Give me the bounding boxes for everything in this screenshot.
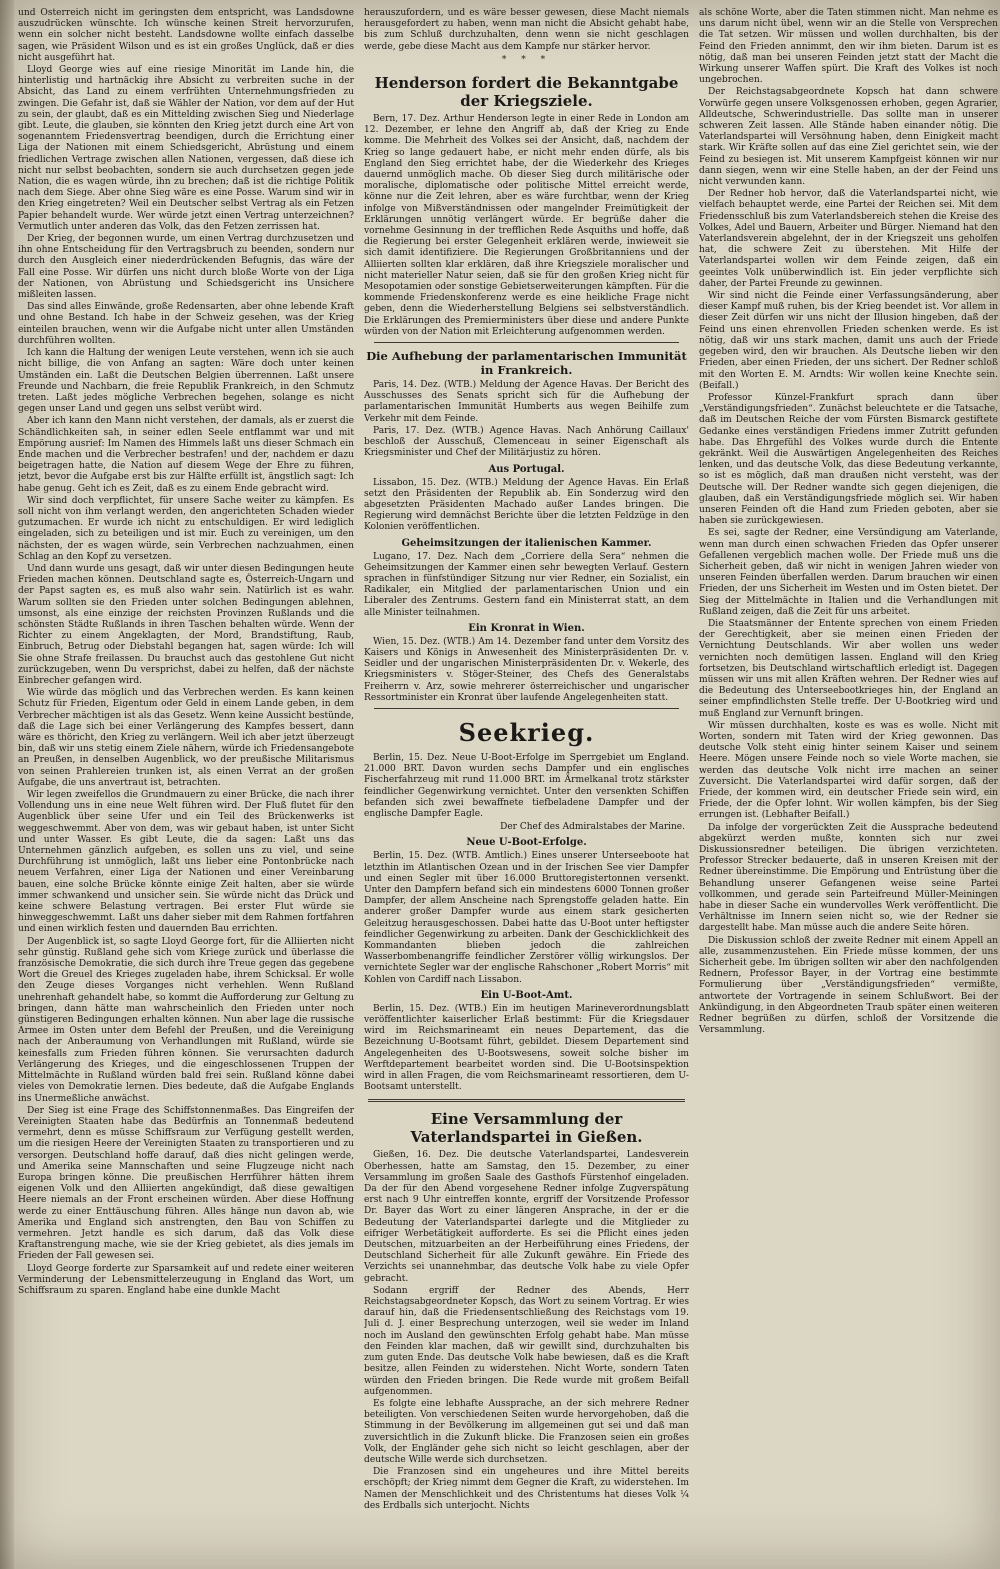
paragraph: Wir sind doch verpflichtet, für unsere Sache weiter zu kämpfen. Es soll nicht von ihm verlangt werden, den angerichteten Schaden wieder gutzumachen. Er wurde ich nicht zu entschuldigen. Er wird lediglich eingeladen, sich zu beteiligen und ist mir. Euch zu vereinigen, um den nächsten, der es wagen würde, sein Verbrechen nachzuahmen, einen Schlag an den Kopf zu versetzen. xyxy=(18,495,354,562)
paragraph: Der Sieg ist eine Frage des Schiffstonnenmaßes. Das Eingreifen der Vereinigten Staaten habe das Bedürfnis an Tonnenmaß bedeutend vermehrt, denn es müsse Schiffsraum zur Verfügung gestellt werden, um die riesigen Heere der Vereinigten Staaten zu transportieren und zu versorgen. Deutschland hoffe darauf, daß dies nicht gelingen werde, und Amerika seine Mannschaften und seine Flugzeuge nicht nach Europa bringen könne. Die preußischen Herrführer hätten ihrem eigenen Volk und den Alliierten angekündigt, daß diese gewaltigen Heere niemals an der Front erscheinen würden. Aber diese Hoffnung werde zu einer Enttäuschung führen. Alles hänge nun davon ab, wie Amerika und England sich anstrengten, den Bau von Schiffen zu vermehren. Jetzt handle es sich darum, daß das Volk diese Kraftanstrengung mache, wie sie der Krieg gebietet, als dies jemals im Frieden der Fall gewesen sei. xyxy=(18,1105,354,1262)
paragraph: Aber ich kann den Mann nicht verstehen, der damals, als er zuerst die Schändlichkeiten sah, in seiner edlen Seele entflammt war und mit Empörung ausrief: Im Namen des Himmels laßt uns dieser Schmach ein Ende machen und die Verbrecher bestrafen! und der, nachdem er dazu beigetragen hatte, die Nation auf diesem Wege der Ehre zu führen, jetzt, bevor die Aufgabe erst bis zur Hälfte erfüllt ist, ängstlich sagt: Ich habe genug. Geht ich es Zeit, daß es zu einem Ende gebracht wird. xyxy=(18,416,354,494)
divider xyxy=(374,342,679,343)
paragraph: Lissabon, 15. Dez. (WTB.) Meldung der Agence Havas. Ein Erlaß setzt den Präsidenten der Republik ab. Ein Sonderzug wird den abgesetzten Präsidenten Machado außer Landes bringen. Die Regierung wird demnächst Berichte über die letzten Feldzüge in den Kolonien veröffentlichen. xyxy=(364,477,689,533)
paragraph: Wie würde das möglich und das Verbrechen werden. Es kann keinen Schutz für Frieden, Eigentum oder Geld in einem Lande geben, in dem Verbrecher mächtigen ist als das Gesetz. Wenn keine Aussicht bestünde, daß die Lage sich bei einer Verlängerung des Kampfes bessert, dann wäre es thöricht, den Krieg zu verlängern. Weil ich aber jetzt überzeugt bin, daß wir uns stetig einem Ziele nähern, würde ich Friedensangebote an Preußen, in denselben Augenblick, wo der preußische Militarismus von seinen Prahlereien trunken ist, als einen Verrat an der großen Aufgabe, die uns anvertraut ist, betrachten. xyxy=(18,688,354,788)
paragraph: Paris, 14. Dez. (WTB.) Meldung der Agence Havas. Der Bericht des Ausschusses des Senats spricht sich für die Aufhebung der parlamentarischen Immunität Humberts aus wegen Beihilfe zum Verkehr mit dem Feinde. xyxy=(364,380,689,424)
paragraph: Es folgte eine lebhafte Aussprache, an der sich mehrere Redner beteiligten. Von verschiedenen Seiten wurde hervorgehoben, daß die Stimmung in der Bevölkerung im allgemeinen gut sei und daß man zuversichtlich in die Zukunft blicke. Die Franzosen seien ein großes Volk, der Engländer gehe sich nicht so leicht geschlagen, aber der deutsche Wille werde sich durchsetzen. xyxy=(364,1398,689,1465)
article-headline: Henderson fordert die Bekanntgabe der Kriegsziele. xyxy=(374,74,679,111)
paragraph: Sodann ergriff der Redner des Abends, Herr Reichstagsabgeordneter Kopsch, das Wort zu seinem Vortrag. Er wies darauf hin, daß die Friedensentschließung des Reichstags vom 19. Juli d. J. einer Besprechung unterzogen, weil sie weder im Inland noch im Ausland den gewünschten Erfolg gehabt habe. Man müsse den Feinden klar machen, daß wir gewillt sind, durchzuhalten bis zum guten Ende. Das deutsche Volk habe bewiesen, daß es die Kraft besitze, allen Feinden zu widerstehen. Nicht Worte, sondern Taten würden den Frieden bringen. Die Rede wurde mit großem Beifall aufgenommen. xyxy=(364,1285,689,1397)
paragraph: Die Franzosen sind ein ungeheures und ihre Mittel bereits erschöpft; der Krieg nimmt dem Gegner die Kraft, zu widerstehen. Im Namen der Menschlichkeit und des Christentums hat dieses Volk ¼ des Erdballs sich unterjocht. Nichts xyxy=(364,1467,689,1511)
column-3 xyxy=(699,8,998,1563)
paragraph: Wir sind nicht die Feinde einer Verfassungsänderung, aber dieser Kampf muß ruhen, bis der Krieg beendet ist. Vor allem in dieser Zeit dürfen wir uns nicht der Illusion hingeben, daß der Feind uns einen ehrenvollen Frieden schenken werde. Es ist nötig, daß wir uns stark machen, damit uns auch der Friede gegeben wird, den wir brauchen. Als Deutsche lieben wir den Frieden, aber einen Frieden, der uns sichert. Der Redner schloß mit den Worten E. M. Arndts: Wir wollen keine Knechte sein. (Beifall.) xyxy=(699,291,998,391)
paragraph: Berlin, 15. Dez. (WTB. Amtlich.) Eines unserer Unterseeboote hat letzthin im Atlantischen Ozean und in der Irischen See vier Dampfer und einen Segler mit über 16.000 Bruttoregistertonnen versenkt. Unter den Dampfern befand sich ein mindestens 6000 Tonnen großer Dampfer, der allem Anscheine nach Sprengstoffe geladen hatte. Ein anderer großer Dampfer wurde aus einem stark gesicherten Geleitzug herausgeschossen. Dabei hatte das U-Boot unter heftigster feindlicher Gegenwirkung zu arbeiten. Dank der Geschicklichkeit des Kommandanten blieben jedoch die zahlreichen Wasserbombenangriffe feindlicher Zerstörer völlig wirkungslos. Der vernichtete Segler war der englische Rahschoner „Robert Morris“ mit Kohlen von Cardiff nach Lissabon. xyxy=(364,851,689,985)
paragraph: Lloyd George wies auf eine riesige Minorität im Lande hin, die hinterlistig und hartnäckig ihre Absicht zu verbreiten suche in der Absicht, das Land zu einem verfrühten Unternehmungsfrieden zu zwingen. Die Gefahr ist, daß sie Wähler der Nation, vor dem auf der Hut zu sein, der glaubt, daß es ein Mittelding zwischen Sieg und Niederlage gibt. Leute, die glauben, sie könnten den Krieg jetzt durch eine Art von sogenanntem Friedensvertrag beendigen, durch die Errichtung einer Liga der Nationen mit einem Schiedsgericht, Abrüstung und einem friedlichen Vertrage zwischen allen Nationen, vergessen, daß diese ich nicht nur selbst beobachten, sondern sie auch durchsetzen gegen jede Nation, die es wagen würde, ihn zu brechen; daß ist die richtige Politik nach dem Siege. Aber ohne Sieg wäre es eine Posse. Warum sind wir in den Krieg eingetreten? Weil ein Deutscher selbst Vertrag als ein Fetzen Papier behandelt wurde. Wer würde jetzt einen Vertrag unterzeichnen? Vermutlich unter anderen das Volk, das den Fetzen zerrissen hat. xyxy=(18,65,354,232)
paragraph: und Österreich nicht im geringsten dem entspricht, was Landsdowne auszudrücken wünschte. Ich wünsche keinen Streit hervorzurufen, wenn ein solcher nicht besteht. Landsdowne wollte einfach dasselbe sagen, wie Präsident Wilson und es ist ein großes Unglück, daß er dies nicht ausgeführt hat. xyxy=(18,8,354,63)
paragraph: Das sind alles Einwände, große Redensarten, aber ohne lebende Kraft und ohne Bestand. Ich habe in der Schweiz gesehen, was der Krieg einteilen brauchen, wenn wir die Aufgabe nicht unter allen Umständen durchführen wollten. xyxy=(18,302,354,346)
paragraph: Da infolge der vorgerückten Zeit die Aussprache bedeutend abgekürzt werden mußte, konnten sich nur zwei Diskussionsredner beteiligen. Die übrigen verzichteten. Professor Strecker bedauerte, daß in unseren Kreisen mit der Redner übereinstimme. Die Empörung und Entrüstung über die Behandlung unserer Gefangenen weise seine Partei vollkommen, und gerade sein Parteifreund Müller-Meiningen habe in dieser Sache ein wundervolles Werk veröffentlicht. Die Verhältnisse im Innern seien nicht so, wie der Redner sie dargestellt habe. Man müsse auch die andere Seite hören. xyxy=(699,822,998,934)
section-headline: Seekrieg. xyxy=(458,717,595,747)
article-subheadline: Ein U-Boot-Amt. xyxy=(480,989,573,1001)
article-subheadline: Ein Kronrat in Wien. xyxy=(468,622,585,634)
divider xyxy=(368,1099,685,1102)
paragraph: Und dann wurde uns gesagt, daß wir unter diesen Bedingungen heute Frieden machen können. Deutschland sagte es, Österreich-Ungarn und der Papst sagten es, es muß also wahr sein. Natürlich ist es wahr. Warum sollten sie den Frieden unter solchen Bedingungen ablehnen, umsonst, als eine einzige der reichsten Provinzen Rußlands und die schönsten Städte Rußlands in ihren Taschen behalten würde. Wenn der Richter zu einem Angeklagten, der Mord, Brandstiftung, Raub, Einbruch, Betrug oder Diebstahl begangen hat, sagen würde: Ich will Sie ohne Strafe freilassen. Du brauchst auch das gestohlene Gut nicht zurückzugeben, wenn Du versprichst, dabei zu helfen, daß der nächste Einbrecher gefangen wird. xyxy=(18,563,354,686)
column-2 xyxy=(364,8,689,1563)
paragraph: Berlin, 15. Dez. (WTB.) Ein im heutigen Marineverordnungsblatt veröffentlichter kaiserlicher Erlaß bestimmt: Für die Kriegsdauer wird im Reichsmarineamt ein neues Departement, das die Bezeichnung U-Bootsamt führt, gebildet. Diesem Departement sind Angelegenheiten des U-Bootswesens, soweit solche bisher im Werftdepartement bearbeitet worden sind. Die U-Bootsinspektion wird in allen Fragen, die vom Reichsmarineamt ressortieren, dem U-Bootsamt unterstellt. xyxy=(364,1003,689,1093)
paragraph: Paris, 17. Dez. (WTB.) Agence Havas. Nach Anhörung Caillaux' beschloß der Ausschuß, Clemenceau in seiner Eigenschaft als Kriegsminister und Chef der Militärjustiz zu hören. xyxy=(364,425,689,459)
paragraph: Gießen, 16. Dez. Die deutsche Vaterlandspartei, Landesverein Oberhessen, hatte am Samstag, den 15. Dezember, zu einer Versammlung im großen Saale des Gasthofs Fürstenhof eingeladen. Da der für den Abend vorgesehene Redner infolge Zugverspätung erst nach 9 Uhr eintreffen konnte, ergriff der Vorsitzende Professor Dr. Bayer das Wort zu einer längeren Ansprache, in der er die Bedeutung der Vaterlandspartei darlegte und die Mitglieder zu eifriger Werbetätigkeit aufforderte. Es sei die Pflicht eines jeden Deutschen, mitzuarbeiten an der Herbeiführung eines Friedens, der Deutschland Sicherheit für alle Zukunft gewähre. Ein Friede des Verzichts sei unannehmbar, das deutsche Volk habe zu viele Opfer gebracht. xyxy=(364,1150,689,1284)
paragraph: Professor Künzel-Frankfurt sprach dann über „Verständigungsfrieden“. Zunächst beleuchtete er die Tatsache, daß im Deutschen Reiche der vom Fürsten Bismarck gestiftete Gedanke eines verständigen Friedens immer Zutritt gefunden habe. Das Ehrgefühl des Volkes wurde durch die Entente gekränkt. Weil die Auswärtigen Angelegenheiten des Reiches lenken, und das deutsche Volk, das diese Bedeutung verkannte, so ist es möglich, daß man draußen nicht versteht, was der Deutsche will. Der Redner wandte sich gegen diejenigen, die glauben, daß ein Verständigungsfriede möglich sei. Wir haben unseren Feinden oft die Hand zum Frieden geboten, aber sie haben sie zurückgewiesen. xyxy=(699,392,998,527)
page-fold-shadow xyxy=(0,0,14,1569)
paragraph: Der Reichstagsabgeordnete Kopsch hat dann schwere Vorwürfe gegen unsere Volksgenossen erhoben, gegen Agrarier, Alldeutsche, Schwerindustrielle. Das sollte man in unserer schweren Zeit lassen. Alle Stände haben einander nötig. Die Vaterlandspartei will Versöhnung haben, denn Einigkeit macht stark. Wir Kräfte sollen auf das eine Ziel gerichtet sein, wie der Feind zu besiegen ist. Mit unserem Kampfgeist können wir nur dann siegen, wenn wir eine Stelle haben, an der der Feind uns nicht verwunden kann. xyxy=(699,87,998,188)
paragraph: Lugano, 17. Dez. Nach dem „Corriere della Sera“ nehmen die Geheimsitzungen der Kammer einen sehr bewegten Verlauf. Gestern sprachen in fünfstündiger Sitzung nur vier Redner, ein Sozialist, ein Radikaler, ein Mitglied der parlamentarischen Union und ein Liberaler des Zentrums. Gestern fand ein Ministerrat statt, an dem alle Minister teilnahmen. xyxy=(364,551,689,618)
paragraph: Wir legen zweifellos die Grundmauern zu einer Brücke, die nach ihrer Vollendung uns in eine neue Welt führen wird. Der Fluß flutet für den Augenblick über seine Ufer und ein Teil des Brückenwerks ist weggeschwemmt. Aber von dem, was wir gebaut haben, ist unter Sicht und unter Wasser. Es gibt Leute, die da sagen: Laßt uns das Unternehmen gänzlich aufgeben, es sollen uns zu viel, und seine Durchführung ist unmöglich, laßt uns lieber eine Pontonbrücke nach neuem Verfahren, einer Liga der Nationen und einer Vereinbarung bauen, eine solche Brücke könnte einige Zeit halten, aber sie würde immer schwankend und unsicher sein. Sie würde nicht das Drück und keine schwere Belastung vertragen. Bei erster Flut würde sie hinweggeschwemmt. Laßt uns daher sieber mit dem Rahmen fortfahren und einen wirklich festen und dauernden Bau errichten. xyxy=(18,790,354,935)
paragraph: Berlin, 15. Dez. Neue U-Boot-Erfolge im Sperrgebiet um England. 21.000 BRT. Davon wurden sechs Dampfer und ein englisches Fischerfahrzeug mit rund 11.000 BRT. im Ärmelkanal trotz stärkster feindlicher Gegenwirkung vernichtet. Unter den versenkten Schiffen befanden sich zwei bewaffnete tiefbeladene Dampfer und der englische Dampfer Eagle. xyxy=(364,752,689,819)
paragraph: Wir müssen durchhalten, koste es was es wolle. Nicht mit Worten, sondern mit Taten wird der Krieg gewonnen. Das deutsche Volk steht einig hinter seinem Kaiser und seinem Heere. Mögen unsere Feinde noch so viele Worte machen, sie werden das deutsche Volk nicht irre machen an seiner Zuversicht. Die Vaterlandspartei wird dafür sorgen, daß der Friede, der kommen wird, ein deutscher Friede sein wird, ein Friede, der die Opfer lohnt. Wir wollen kämpfen, bis der Sieg errungen ist. (Lebhafter Beifall.) xyxy=(699,720,998,821)
paragraph: Lloyd George forderte zur Sparsamkeit auf und redete einer weiteren Verminderung der Lebensmittelerzeugung in England das Wort, um Schiffsraum zu sparen. England habe eine dunkle Macht xyxy=(18,1263,354,1296)
paragraph: Wien, 15. Dez. (WTB.) Am 14. Dezember fand unter dem Vorsitz des Kaisers und Königs in Anwesenheit des Ministerpräsidenten Dr. v. Seidler und der ungarischen Ministerpräsidenten Dr. v. Wekerle, des Kriegsministers v. Stöger-Steiner, des Chefs des Generalstabs Freiherrn v. Arz, sowie mehrerer österreichischer und ungarischer Ressortminister ein Kronrat über laufende Angelegenheiten statt. xyxy=(364,636,689,703)
column-grid xyxy=(18,8,998,1563)
divider xyxy=(374,708,679,709)
paragraph: Es sei, sagte der Redner, eine Versündigung am Vaterlande, wenn man durch einen schwachen Frieden das Opfer unserer Gefallenen vergeblich machen wolle. Der Friede muß uns die Sicherheit geben, daß wir nicht in wenigen Jahren wieder von unseren Feinden überfallen werden. Darum brauchen wir einen Frieden, der uns Sicherheit im Westen und im Osten bietet. Der Sieg der Mittelmächte in Italien und die Verhandlungen mit Rußland zeigen, daß die Zeit für uns arbeitet. xyxy=(699,528,998,617)
article-headline: Eine Versammlung der Vaterlandspartei in Gießen. xyxy=(410,1110,643,1147)
article-subheadline: Neue U-Boot-Erfolge. xyxy=(466,837,587,849)
paragraph: Die Staatsmänner der Entente sprechen von einem Frieden der Gerechtigkeit, aber sie meinen einen Frieden der Vernichtung Deutschlands. Wir aber wollen uns weder vernichten noch demütigen lassen. England will den Krieg fortsetzen, bis Deutschland wirtschaftlich erledigt ist. Dagegen müssen wir uns mit allen Kräften wehren. Der Redner wies auf die Bedeutung des Unterseebootkrieges hin, der England an seiner empfindlichsten Stelle treffe. Der U-Bootkrieg wird und muß England zur Vernunft bringen. xyxy=(699,618,998,719)
article-headline: Die Aufhebung der parlamentarischen Immunität in Frankreich. xyxy=(366,349,687,378)
signature-line: Der Chef des Admiralstabes der Marine. xyxy=(500,822,685,833)
paragraph: Ich kann die Haltung der wenigen Leute verstehen, wenn ich sie auch nicht billige, die von Anfang an sagten: Wäre doch unter keinen Umständen ein. Laßt die Deutschen Belgien überrennen. Laßt unsere Freunde und Nachbarn, die freie Republik Frankreich, in den Schmutz treten. Laßt jedes mögliche Verbrechen begehen, solange es nicht gegen unser Land und gegen uns selbst verübt wird. xyxy=(18,348,354,415)
article-subheadline: Aus Portugal. xyxy=(488,463,565,475)
paragraph: Die Diskussion schloß der zweite Redner mit einem Appell an alle, zusammenzustehen. Ein Friede müsse kommen, der uns Sicherheit gebe. Im übrigen sollten wir aber den nachfolgenden Rednern, Professor Bayer, in der Vortrag eine bestimmte Formulierung über „Verständigungsfrieden“ vermißte, antwortete der Vortragende in seinem Schlußwort. Bei der Ankündigung, in den Abgeordneten Traub später einen weiteren Redner begrüßen zu dürfen, schloß der Vorsitzende die Versammlung. xyxy=(699,935,998,1036)
column-1 xyxy=(18,8,354,1563)
paragraph: herauszufordern, und es wäre besser gewesen, diese Macht niemals herausgefordert zu haben, wenn man nicht die Absicht gehabt habe, bis zum Schluß durchzuhalten, denn wenn sie nicht geschlagen werde, gebe diese Macht aus dem Kampfe nur stärker hervor. xyxy=(364,8,689,52)
paragraph: Der Redner hob hervor, daß die Vaterlandspartei nicht, wie vielfach behauptet werde, eine Partei der Reichen sei. Mit dem Friedensschluß bis zum Vaterlandsbereich stehen die Kreise des Volkes, Adel und Bauern, Arbeiter und Bürger. Niemand hat den Vaterlandsverein abgelehnt, der in der Kriegszeit uns geholfen hat, die schwere Zeit zu überstehen. Mit Hilfe der Vaterlandspartei wollen wir dem Feinde zeigen, daß ein geeintes Volk unüberwindlich ist. Ein jeder verpflichte sich daher, der Partei Freunde zu gewinnen. xyxy=(699,189,998,289)
article-subheadline: Geheimsitzungen der italienischen Kammer. xyxy=(401,537,652,549)
paragraph: als schöne Worte, aber die Taten stimmen nicht. Man nehme es uns darum nicht übel, wenn wir an die Stelle von Versprechen die Tat setzen. Wir müssen und wollen durchhalten, bis der Feind den Frieden annimmt, den wir ihm bieten. Darum ist es nötig, daß man bei unseren Feinden jetzt statt der Macht die Wirkung unserer Waffen spürt. Die Kraft des Volkes ist noch ungebrochen. xyxy=(699,8,998,86)
section-separator: * * * xyxy=(501,54,552,65)
paragraph: Der Augenblick ist, so sagte Lloyd George fort, für die Alliierten nicht sehr günstig. Rußland gehe sich vom Kriege zurück und überlasse die französische Demokratie, die sich durch ihre Treue gegen das gegebene Wort die Greuel des Krieges zugeladen habe, ihrem Schicksal. Er wolle den Zeuge dieses Vorganges nicht verhehlen. Wenn Rußland unehrenhaft gehandelt habe, so kommt die Aufforderung zur Geltung zu bringen, dann hätte man wahrscheinlich den Frieden unter noch günstigeren Bedingungen erhalten können. Nun aber lage die russische Armee im Osten unter dem Befehl der Preußen, und die Vereinigung nach der Anberaumung von Verhandlungen mit Rußland, würde sie keinesfalls zum Frieden führen können. Sie verursachten dadurch Verlängerung des Krieges, und die eingeschlossenen Truppen der Mittelmächte in Rußland würden bald frei sein. Rußland könne dabei vieles von Demokratie lernen. Dies bedeute, daß die Aufgabe Englands ins Unermeßliche anwächst. xyxy=(18,936,354,1104)
paragraph: Der Krieg, der begonnen wurde, um einen Vertrag durchzusetzen und ihn ohne Entscheidung für den Vertragsbruch zu beenden, sondern nur durch den Ausgleich einer niederdrückenden Befugnis, das wäre der Fall eine Posse. Wir dürfen uns nicht durch bloße Worte von der Liga der Nationen, von Abrüstung und Schiedsgericht ins Unsichere mißleiten lassen. xyxy=(18,234,354,301)
paragraph: Bern, 17. Dez. Arthur Henderson legte in einer Rede in London am 12. Dezember, er lehne den Angriff ab, daß der Krieg zu Ende komme. Die Mehrheit des Volkes sei der Ansicht, daß, nachdem der Krieg so lange gedauert habe, er nicht mehr enden dürfe, als bis England den Sieg errichtet habe, der die Wiederkehr des Krieges dauernd unmöglich mache. Ob dieser Sieg durch militärische oder moralische, diplomatische oder politische Mittel erreicht werde, könne nur die Zeit lehren, aber es wäre furchtbar, wenn der Krieg infolge von Mißverständnissen oder mangelnder Freimütigkeit der Erklärungen unnötig verlängert würde. Er begrüße daher die vornehme Gesinnung in der trefflichen Rede Asquiths und hoffe, daß die Regierung bei erster Gelegenheit erklären werde, inwieweit sie sich damit identifiziere. Die Regierungen Großbritanniens und der Alliierten sollten klar erklären, daß ihre Kriegsziele moralischer und nicht materieller Natur seien, daß sie für den großen Krieg nicht für Mesopotamien oder sonstige Gebietserweiterungen kämpften. Für die kommende Friedenskonferenz werde es eine heikliche Frage nicht geben, denn die Wiederherstellung Belgiens sei selbstverständlich. Die Erklärungen des Premierministers über diese und andere Punkte würden von der Nation mit Erleichterung aufgenommen werden. xyxy=(364,114,689,337)
